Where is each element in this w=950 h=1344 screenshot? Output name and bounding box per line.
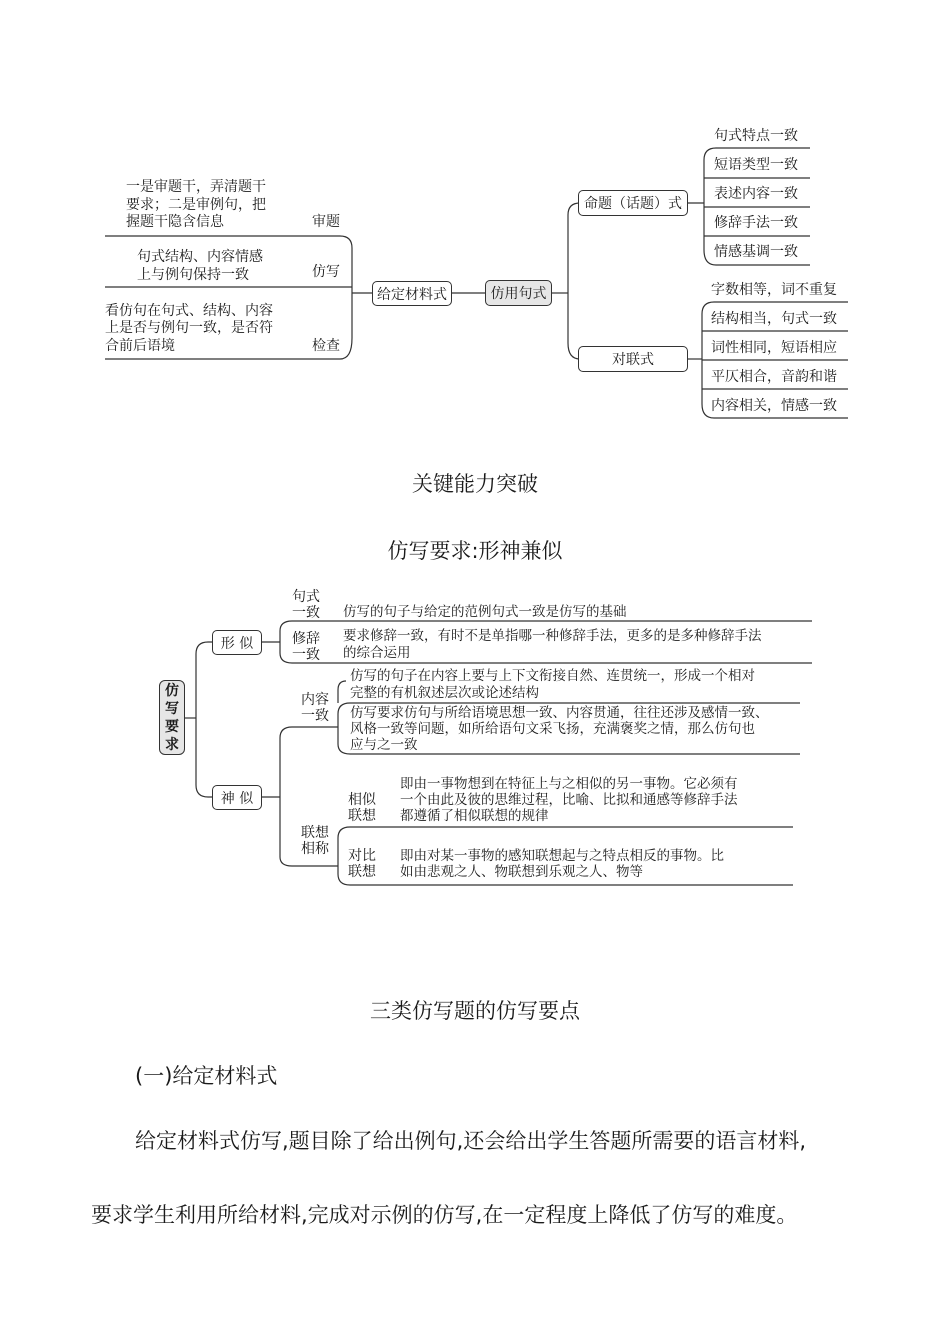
jiancha-desc-3: 合前后语境 bbox=[105, 338, 175, 354]
neirong-desc: 仿写要求仿句与所给语境思想一致、内容贯通，往往还涉及感情一致、 bbox=[350, 705, 769, 721]
duibi-desc: 即由对某一事物的感知联想起与之特点相反的事物。比 bbox=[400, 848, 724, 864]
xing-item-label: 修辞 bbox=[292, 631, 320, 647]
topic-node: 命题（话题）式 bbox=[578, 190, 688, 216]
duibi-label: 联想 bbox=[348, 864, 376, 880]
couplet-item: 结构相当，句式一致 bbox=[711, 311, 837, 327]
topic-item: 修辞手法一致 bbox=[714, 215, 798, 231]
root-char: 求 bbox=[165, 736, 179, 753]
neirong-desc: 风格一致等问题，如所给语句文采飞扬，充满褒奖之情，那么仿句也 bbox=[350, 721, 755, 737]
fangxie-desc-1: 句式结构、内容情感 bbox=[137, 249, 263, 265]
lianxiang-label: 联想 bbox=[301, 825, 329, 841]
jiancha-desc-2: 上是否与例句一致，是否符 bbox=[105, 320, 273, 336]
jiancha-desc-1: 看仿句在句式、结构、内容 bbox=[105, 303, 273, 319]
root-node: 仿用句式 bbox=[485, 280, 552, 306]
couplet-item: 词性相同，短语相应 bbox=[711, 340, 837, 356]
xing-item-label: 一致 bbox=[292, 647, 320, 663]
xing-si-node: 形 似 bbox=[212, 630, 262, 655]
neirong-label: 一致 bbox=[301, 708, 329, 724]
xing-item-desc: 仿写的句子与给定的范例句式一致是仿写的基础 bbox=[343, 604, 627, 620]
section-title-key-ability: 关键能力突破 bbox=[412, 472, 538, 496]
couplet-item: 字数相等，词不重复 bbox=[711, 282, 837, 298]
xing-item-label: 一致 bbox=[292, 605, 320, 621]
section-title-three-types: 三类仿写题的仿写要点 bbox=[370, 999, 580, 1023]
topic-item: 表述内容一致 bbox=[714, 186, 798, 202]
body-paragraph-line-2: 要求学生利用所给材料,完成对示例的仿写,在一定程度上降低了仿写的难度。 bbox=[91, 1203, 798, 1227]
root-char: 写 bbox=[165, 700, 179, 717]
shenti-label: 审题 bbox=[312, 214, 340, 230]
xiangsi-desc: 都遵循了相似联想的规律 bbox=[400, 808, 549, 824]
xing-item-desc: 的综合运用 bbox=[343, 645, 411, 661]
requirement-root-node bbox=[159, 680, 185, 755]
neirong-desc: 仿写的句子在内容上要与上下文衔接自然、连贯统一，形成一个相对 bbox=[350, 668, 755, 684]
xiangsi-label: 联想 bbox=[348, 808, 376, 824]
couplet-node: 对联式 bbox=[578, 346, 688, 372]
root-char: 要 bbox=[165, 718, 179, 735]
fangxie-label: 仿写 bbox=[312, 264, 340, 280]
xiangsi-label: 相似 bbox=[348, 792, 376, 808]
couplet-item: 平仄相合，音韵和谐 bbox=[711, 369, 837, 385]
fangxie-desc-2: 上与例句保持一致 bbox=[137, 267, 249, 283]
topic-item: 句式特点一致 bbox=[714, 128, 798, 144]
duibi-label: 对比 bbox=[348, 848, 376, 864]
body-paragraph-line-1: 给定材料式仿写,题目除了给出例句,还会给出学生答题所需要的语言材料, bbox=[135, 1129, 807, 1153]
duibi-desc: 如由悲观之人、物联想到乐观之人、物等 bbox=[400, 864, 643, 880]
xiangsi-desc: 即由一事物想到在特征上与之相似的另一事物。它必须有 bbox=[400, 776, 738, 792]
topic-item: 短语类型一致 bbox=[714, 157, 798, 173]
section-title-requirement: 仿写要求:形神兼似 bbox=[387, 539, 563, 563]
couplet-item: 内容相关，情感一致 bbox=[711, 398, 837, 414]
neirong-desc: 应与之一致 bbox=[350, 737, 418, 753]
jiancha-label: 检查 bbox=[312, 338, 340, 354]
subsection-title: (一)给定材料式 bbox=[135, 1064, 278, 1088]
topic-item: 情感基调一致 bbox=[714, 244, 798, 260]
xing-item-label: 句式 bbox=[292, 589, 320, 605]
shen-si-node: 神 似 bbox=[212, 785, 262, 810]
lianxiang-label: 相称 bbox=[301, 841, 329, 857]
shenti-desc-3: 握题干隐含信息 bbox=[126, 214, 224, 230]
shenti-desc-1: 一是审题干，弄清题干 bbox=[126, 179, 266, 195]
neirong-desc: 完整的有机叙述层次或论述结构 bbox=[350, 685, 539, 701]
shenti-desc-2: 要求；二是审例句，把 bbox=[126, 197, 266, 213]
root-char: 仿 bbox=[165, 682, 179, 699]
neirong-label: 内容 bbox=[301, 692, 329, 708]
xiangsi-desc: 一个由此及彼的思维过程，比喻、比拟和通感等修辞手法 bbox=[400, 792, 738, 808]
xing-item-desc: 要求修辞一致，有时不是单指哪一种修辞手法，更多的是多种修辞手法 bbox=[343, 628, 762, 644]
given-material-node: 给定材料式 bbox=[372, 281, 452, 306]
